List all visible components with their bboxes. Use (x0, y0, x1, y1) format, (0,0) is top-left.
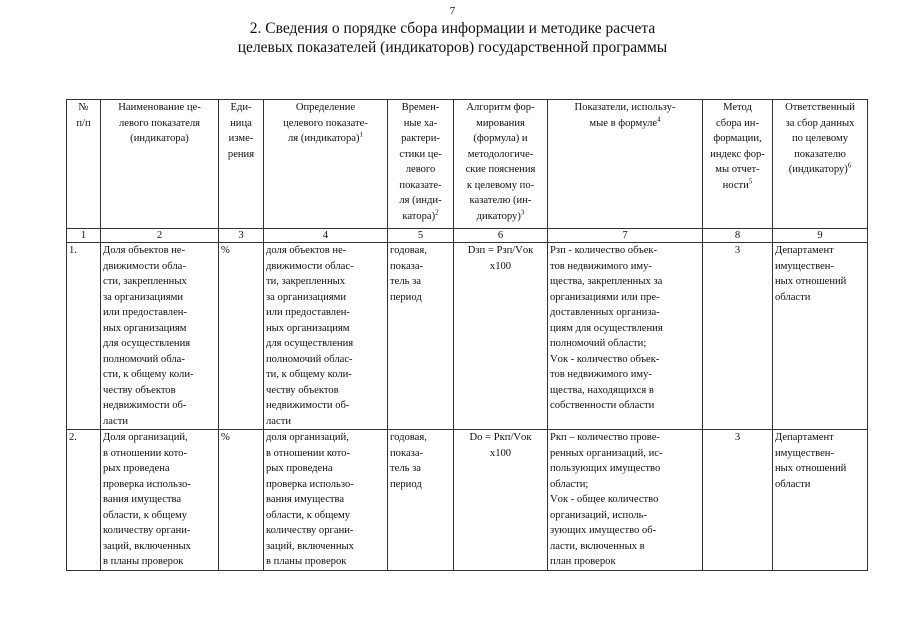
header-text: (формула) и (473, 133, 528, 144)
cell-time-characteristics (388, 243, 454, 430)
header-text: рактери- (401, 133, 440, 144)
cell-line: области, к общему (266, 509, 351, 521)
header-text: Наименование це- (118, 102, 201, 113)
page-title (0, 19, 905, 57)
header-line (705, 178, 770, 194)
cell-line: Vок - количество объек- (550, 353, 660, 365)
header-text: Показатели, использу- (574, 102, 676, 113)
cell-line: 1. (69, 245, 77, 256)
header-text: ница (230, 117, 252, 129)
cell-line: показа- (390, 260, 424, 272)
cell-line: тов недвижимого иму- (550, 260, 652, 272)
header-text: ности (722, 179, 749, 191)
cell-formula-indicators (548, 243, 703, 430)
cell-line: области, к общему (103, 509, 188, 521)
cell-line: проверка использо- (266, 478, 354, 490)
cell-line: годовая, (390, 245, 427, 256)
cell-line: в отношении кото- (103, 447, 187, 459)
table-row (67, 430, 868, 571)
header-text: (индикатору) (788, 164, 848, 175)
cell-line: 2. (69, 432, 77, 443)
cell-line: ных организациям (103, 322, 187, 334)
header-collection-method (703, 100, 773, 229)
cell-line: организаций, исполь- (550, 509, 648, 521)
cell-definition (264, 430, 388, 571)
column-number: 1 (67, 229, 101, 243)
cell-line: тель за (390, 463, 421, 474)
header-line (456, 100, 545, 116)
cell-line: ных отношений (775, 463, 847, 474)
header-line (456, 131, 545, 147)
header-line (221, 116, 261, 132)
header-text: левого показателя (119, 117, 200, 129)
header-name (101, 100, 219, 229)
header-line (705, 147, 770, 163)
header-text: методологиче- (467, 148, 534, 160)
column-number: 2 (101, 229, 219, 243)
cell-line: показа- (390, 447, 424, 459)
cell-line: имуществен- (775, 260, 834, 272)
header-line (705, 162, 770, 178)
cell-line: области; (550, 478, 589, 490)
cell-algorithm (454, 243, 548, 430)
cell-line: полномочий области; (550, 338, 647, 349)
cell-line: движимости обла- (103, 260, 186, 272)
header-text: Ответственный (785, 102, 855, 113)
header-text: рения (227, 148, 255, 160)
cell-line: организациями или пре- (550, 291, 660, 303)
cell-line: период (390, 291, 422, 303)
cell-line: Рзп - количество объек- (550, 245, 658, 256)
header-text: Времен- (401, 102, 440, 113)
column-number-row (67, 229, 868, 243)
header-text: формации, (713, 133, 762, 144)
header-unit (219, 100, 264, 229)
cell-line: доставленных организа- (550, 307, 660, 318)
footnote-mark: 6 (847, 161, 852, 170)
cell-responsible (773, 243, 868, 430)
cell-line: заций, включенных (266, 540, 354, 552)
cell-line: количеству органи- (103, 525, 191, 536)
footnote-mark: 3 (520, 207, 525, 216)
cell-line: за организациями (266, 291, 346, 303)
cell-line: количеству органи- (266, 525, 354, 536)
cell-line: x100 (489, 260, 512, 272)
header-line (456, 193, 545, 209)
header-line (775, 131, 865, 147)
cell-line: Департамент (775, 245, 834, 256)
cell-number (67, 430, 101, 571)
cell-line: циям для осуществления (550, 322, 663, 334)
cell-line: тов недвижимого иму- (550, 369, 652, 380)
header-line (69, 100, 98, 116)
cell-line: вания имущества (103, 494, 182, 505)
table-row (67, 243, 868, 430)
cell-line: план проверок (550, 556, 616, 567)
column-number: 4 (264, 229, 388, 243)
cell-line: недвижимости об- (266, 400, 350, 411)
header-line (390, 193, 451, 209)
header-formula-indicators (548, 100, 703, 229)
cell-line: годовая, (390, 432, 427, 443)
header-responsible (773, 100, 868, 229)
column-number: 5 (388, 229, 454, 243)
cell-line: ти, закрепленных (266, 276, 346, 287)
header-definition (264, 100, 388, 229)
header-line (456, 209, 545, 225)
header-text: ные ха- (403, 117, 438, 129)
cell-line: за организациями (103, 291, 183, 303)
header-line (456, 162, 545, 178)
cell-line: Dо = Ркп/Vок (469, 432, 532, 443)
indicators-table (66, 99, 868, 571)
header-text: № (78, 102, 89, 113)
header-text: показателю (794, 148, 846, 160)
cell-line: в планы проверок (266, 556, 347, 567)
header-algorithm (454, 100, 548, 229)
cell-formula-indicators (548, 430, 703, 571)
cell-line: 3 (734, 245, 741, 256)
cell-line: рых проведена (103, 463, 170, 474)
header-line (390, 209, 451, 225)
header-text: Метод (723, 102, 752, 113)
header-text: к целевому по- (466, 179, 535, 191)
cell-line: полномочий обла- (103, 353, 185, 365)
cell-unit (219, 430, 264, 571)
cell-collection-method (703, 243, 773, 430)
header-text: стики це- (399, 148, 442, 160)
header-row (67, 100, 868, 229)
header-line (456, 116, 545, 132)
title-line-2: целевых показателей (индикаторов) государственной программы (237, 39, 668, 56)
cell-line: честву объектов (266, 384, 339, 396)
header-text: мые в формуле (589, 117, 658, 129)
cell-line: сти, закрепленных (103, 276, 187, 287)
cell-line: пользующих имущество (550, 463, 661, 474)
header-line (775, 162, 865, 178)
header-text: казателю (ин- (469, 195, 532, 206)
page-number: 7 (449, 5, 456, 17)
column-number: 9 (773, 229, 868, 243)
header-text: дикатору) (476, 210, 521, 222)
cell-line: заций, включенных (103, 540, 191, 552)
cell-collection-method (703, 430, 773, 571)
header-line (390, 131, 451, 147)
cell-line: Департамент (775, 432, 834, 443)
header-text: Определение (295, 102, 356, 113)
header-line (221, 147, 261, 163)
cell-line: доля организаций, (266, 432, 349, 443)
header-line (103, 131, 216, 147)
cell-line: движимости облас- (266, 260, 354, 272)
column-number: 3 (219, 229, 264, 243)
header-line (390, 162, 451, 178)
cell-line: области (775, 478, 811, 490)
header-line (390, 100, 451, 116)
footnote-mark: 1 (359, 130, 363, 139)
cell-line: ти, к общему коли- (266, 369, 352, 380)
cell-unit (219, 243, 264, 430)
header-text: показате- (399, 179, 442, 191)
header-text: целевого показате- (283, 117, 368, 129)
cell-line: Vок - общее количество (550, 494, 659, 505)
header-line (390, 178, 451, 194)
cell-name (101, 243, 219, 430)
header-text: левого (405, 164, 436, 175)
cell-line: полномочий облас- (266, 353, 353, 365)
cell-line: честву объектов (103, 384, 176, 396)
cell-line: в планы проверок (103, 556, 184, 567)
cell-line: ласти (266, 415, 291, 427)
cell-line: % (221, 245, 230, 256)
header-line (705, 116, 770, 132)
cell-line: ных отношений (775, 276, 847, 287)
cell-line: зующих имущество об- (550, 525, 657, 536)
column-number: 7 (548, 229, 703, 243)
column-number: 6 (454, 229, 548, 243)
cell-line: Ркп – количество прове- (550, 432, 660, 443)
cell-line: щества, находящихся в (550, 384, 654, 396)
cell-line: Доля организаций, (103, 432, 188, 443)
cell-line: ренных организаций, ис- (550, 447, 663, 459)
cell-line: тель за (390, 276, 421, 287)
header-text: Алгоритм фор- (466, 102, 535, 113)
cell-algorithm (454, 430, 548, 571)
header-text: мирования (476, 117, 525, 129)
cell-line: или предоставлен- (103, 307, 187, 318)
header-text: за сбор данных (785, 117, 855, 129)
cell-number (67, 243, 101, 430)
cell-line: имуществен- (775, 447, 834, 459)
cell-definition (264, 243, 388, 430)
header-line (221, 131, 261, 147)
header-line (705, 100, 770, 116)
header-line (266, 131, 385, 147)
header-line (456, 147, 545, 163)
header-text: сбора ин- (715, 117, 760, 129)
header-line (456, 178, 545, 194)
header-line (775, 116, 865, 132)
cell-line: Доля объектов не- (103, 245, 186, 256)
cell-line: ласти (103, 415, 128, 427)
title-line-1: 2. Сведения о порядке сбора информации и методике расчета (249, 20, 656, 37)
header-text: п/п (76, 117, 91, 129)
cell-line: % (221, 432, 230, 443)
cell-line: ласти, включенных в (550, 540, 645, 552)
cell-line: области (775, 291, 811, 303)
column-number: 8 (703, 229, 773, 243)
header-text: мы отчет- (715, 164, 760, 175)
cell-line: 3 (734, 432, 741, 443)
cell-line: или предоставлен- (266, 307, 350, 318)
header-line (550, 116, 700, 132)
footnote-mark: 5 (748, 176, 753, 185)
header-line (775, 147, 865, 163)
cell-name (101, 430, 219, 571)
header-line (103, 116, 216, 132)
header-line (266, 100, 385, 116)
cell-line: Dзп = Рзп/Vок (467, 245, 534, 256)
header-line (390, 147, 451, 163)
cell-line: для осуществления (103, 338, 191, 349)
header-text: по целевому (792, 133, 848, 144)
footnote-mark: 4 (657, 114, 661, 123)
header-line (69, 116, 98, 132)
cell-line: проверка использо- (103, 478, 191, 490)
cell-line: собственности области (550, 400, 655, 411)
header-text: (индикатора) (130, 133, 189, 144)
header-line (550, 100, 700, 116)
header-text: ля (индикатора) (288, 133, 360, 144)
cell-time-characteristics (388, 430, 454, 571)
cell-line: вания имущества (266, 494, 345, 505)
cell-responsible (773, 430, 868, 571)
header-time-characteristics (388, 100, 454, 229)
header-text: изме- (228, 133, 254, 144)
header-text: катора) (402, 210, 436, 222)
header-line (103, 100, 216, 116)
cell-line: для осуществления (266, 338, 354, 349)
header-line (390, 116, 451, 132)
header-line (221, 100, 261, 116)
header-line (705, 131, 770, 147)
header-text: индекс фор- (710, 148, 765, 160)
cell-line: x100 (489, 447, 512, 459)
header-text: ля (инди- (399, 195, 442, 206)
cell-line: ных организациям (266, 322, 350, 334)
cell-line: сти, к общему коли- (103, 369, 194, 380)
cell-line: рых проведена (266, 463, 333, 474)
header-number (67, 100, 101, 229)
footnote-mark: 2 (435, 207, 439, 216)
header-line (266, 116, 385, 132)
cell-line: доля объектов не- (266, 245, 347, 256)
header-text: Еди- (230, 102, 252, 113)
cell-line: в отношении кото- (266, 447, 350, 459)
cell-line: период (390, 478, 422, 490)
cell-line: недвижимости об- (103, 400, 187, 411)
header-line (775, 100, 865, 116)
header-text: ские пояснения (465, 164, 536, 175)
cell-line: щества, закрепленных за (550, 276, 663, 287)
